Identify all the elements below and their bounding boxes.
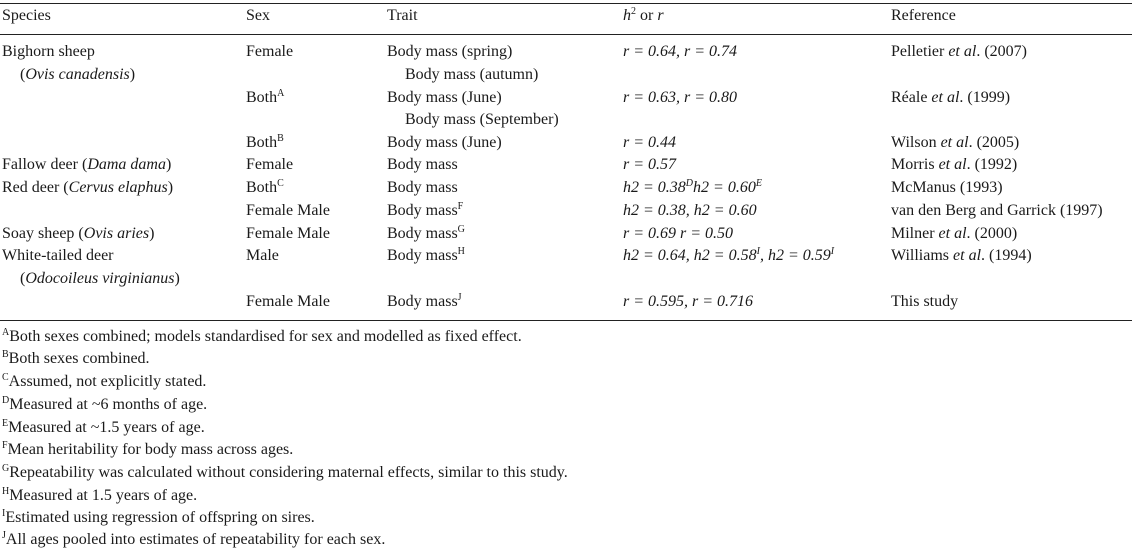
header-sex: Sex	[246, 7, 270, 24]
sex-cell: Both$^C$	[246, 178, 284, 196]
species-soay: Soay sheep (Ovis aries)	[2, 225, 155, 242]
trait-cell: Body mass$^J$	[387, 292, 462, 310]
bottom-rule	[0, 320, 1132, 321]
header-trait: Trait	[387, 7, 418, 24]
value-cell: r = 0.63, r = 0.80	[623, 89, 738, 106]
footnote: $^H$Measured at 1.5 years of age.	[2, 486, 198, 504]
trait-cell: Body mass (June)	[387, 134, 502, 151]
top-rule	[0, 3, 1132, 4]
sex-cell: Female Male	[246, 293, 330, 310]
value-cell: r = 0.69 r = 0.50	[623, 225, 734, 242]
footnote: $^I$Estimated using regression of offspring on sires.	[2, 508, 315, 526]
footnote: $^B$Both sexes combined.	[2, 349, 150, 367]
value-cell: $h2 = 0.38^Dh2 = 0.60^E$	[623, 178, 762, 196]
reference-cell: van den Berg and Garrick (1997)	[891, 202, 1103, 219]
value-cell: r = 0.57	[623, 156, 677, 173]
sex-cell: Female	[246, 43, 294, 60]
reference-cell: McManus (1993)	[891, 179, 1003, 196]
value-cell: r = 0.64, r = 0.74	[623, 43, 738, 60]
value-cell: h2 = 0.38, h2 = 0.60	[623, 202, 757, 219]
footnote: $^E$Measured at ~1.5 years of age.	[2, 418, 205, 436]
species-bighorn-latin: (Ovis canadensis)	[20, 66, 136, 83]
header-h2-or-r: $h^2$ or r	[623, 6, 664, 24]
header-reference: Reference	[891, 7, 956, 24]
sex-cell: Both$^A$	[246, 88, 285, 106]
reference-cell: Wilson et al. (2005)	[891, 134, 1020, 151]
reference-cell: Pelletier et al. (2007)	[891, 43, 1027, 60]
trait-cell: Body mass	[387, 179, 458, 196]
trait-cell: Body mass (June)	[387, 89, 502, 106]
species-whitetail: White-tailed deer	[2, 247, 114, 264]
footnote: $^G$Repeatability was calculated without considering maternal effects, similar to this study.	[2, 463, 568, 481]
reference-cell: Williams et al. (1994)	[891, 247, 1032, 264]
sex-cell: Female Male	[246, 202, 330, 219]
trait-cell: Body mass	[387, 156, 458, 173]
reference-cell: Milner et al. (2000)	[891, 225, 1018, 242]
footnote: $^A$Both sexes combined; models standardised for sex and modelled as fixed effect.	[2, 327, 522, 345]
trait-cell: Body mass (autumn)	[405, 66, 539, 83]
trait-cell: Body mass$^G$	[387, 224, 465, 242]
species-whitetail-latin: (Odocoileus virginianus)	[20, 270, 180, 287]
reference-cell: Morris et al. (1992)	[891, 156, 1018, 173]
header-rule	[0, 34, 1132, 35]
species-fallow: Fallow deer (Dama dama)	[2, 156, 172, 173]
value-cell: h2 = 0.64, $h2 = 0.58^I$, $h2 = 0.59^I$	[623, 246, 835, 264]
trait-cell: Body mass (spring)	[387, 43, 513, 60]
footnote: $^J$All ages pooled into estimates of repeatability for each sex.	[2, 530, 386, 548]
header-species: Species	[2, 7, 51, 24]
reference-cell: This study	[891, 293, 959, 310]
trait-cell: Body mass (September)	[405, 111, 559, 128]
trait-cell: Body mass$^F$	[387, 201, 464, 219]
sex-cell: Both$^B$	[246, 133, 284, 151]
sex-cell: Male	[246, 247, 279, 264]
sex-cell: Female Male	[246, 225, 330, 242]
reference-cell: Réale et al. (1999)	[891, 89, 1011, 106]
species-red: Red deer (Cervus elaphus)	[2, 179, 174, 196]
value-cell: r = 0.595, r = 0.716	[623, 293, 754, 310]
footnote: $^C$Assumed, not explicitly stated.	[2, 372, 207, 390]
value-cell: r = 0.44	[623, 134, 677, 151]
footnote: $^D$Measured at ~6 months of age.	[2, 395, 208, 413]
footnote: $^F$Mean heritability for body mass across ages.	[2, 440, 294, 458]
species-bighorn: Bighorn sheep	[2, 43, 95, 60]
trait-cell: Body mass$^H$	[387, 246, 465, 264]
sex-cell: Female	[246, 156, 294, 173]
